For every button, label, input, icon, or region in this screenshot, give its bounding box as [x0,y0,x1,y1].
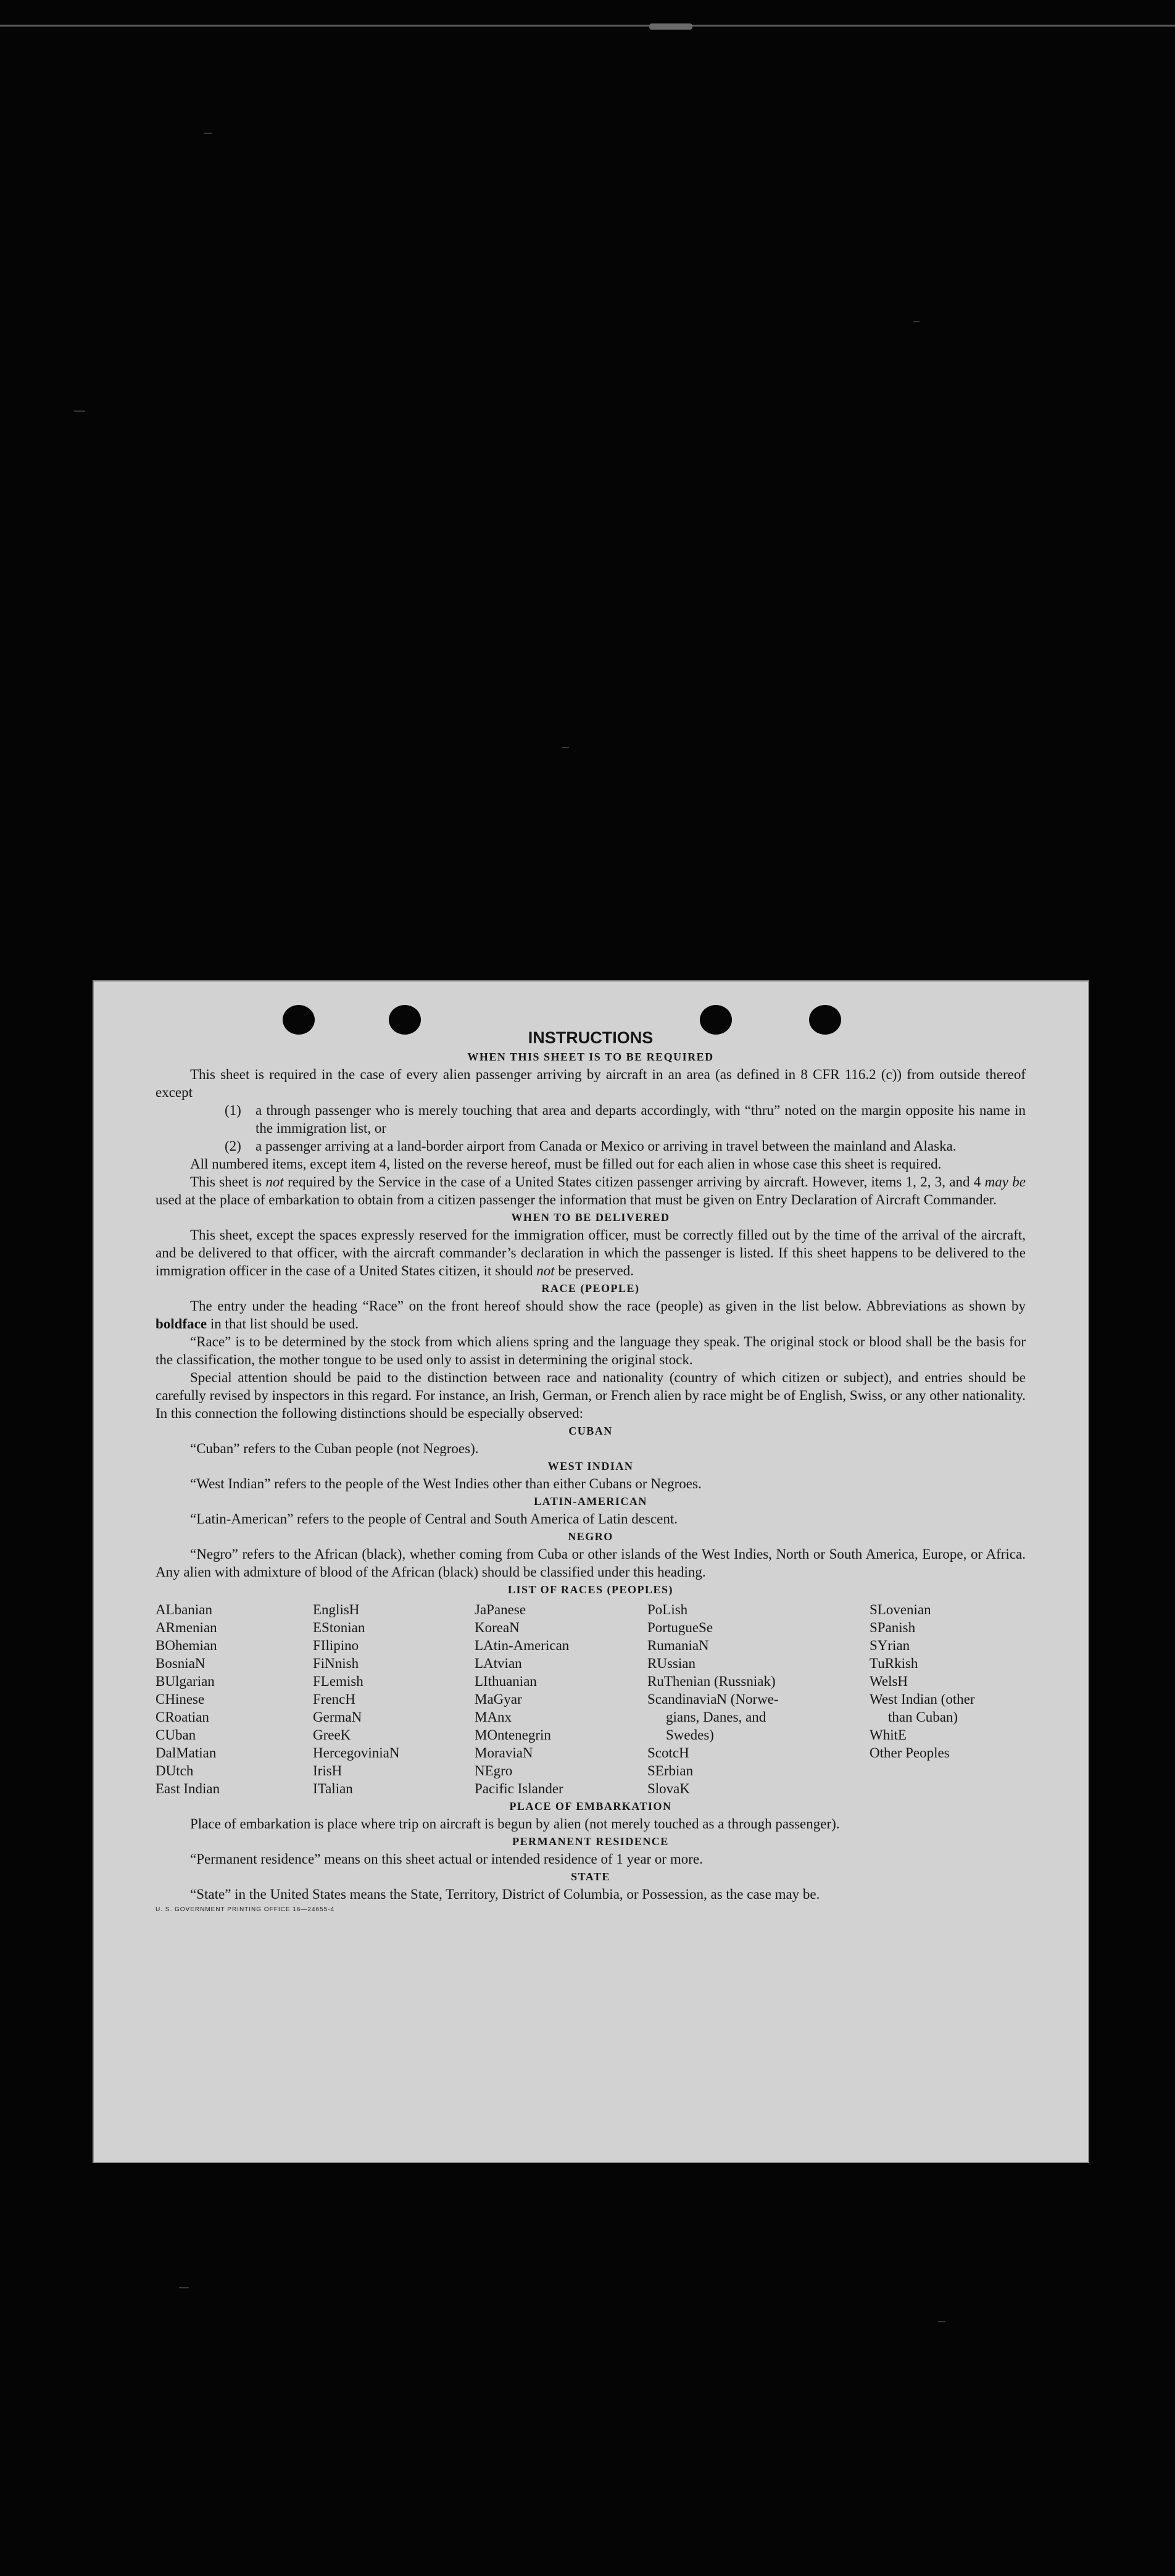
race-column [156,1601,313,1798]
race-list [156,1601,1026,1798]
race-entry: NEgro [475,1763,513,1778]
race-entry: WhitE [870,1727,907,1743]
paragraph: “West Indian” refers to the people of the West Indies other than either Cubans or Negroes. [190,1476,702,1491]
paragraph: “State” in the United States means the State, Territory, District of Columbia, or Possession, as the case may be. [190,1886,820,1902]
race-column [870,1601,1026,1798]
race-entry: Other Peoples [870,1745,950,1761]
paragraph: “Permanent residence” means on this sheet actual or intended residence of 1 year or more. [190,1851,703,1867]
instructions-body [156,1027,1026,1917]
race-entry: EnglisH [313,1602,360,1617]
race-entry-continued: than Cuban) [888,1709,958,1725]
race-entry: RumaniaN [647,1638,709,1653]
race-entry: LAtin-American [475,1638,570,1653]
section-heading: WHEN THIS SHEET IS TO BE REQUIRED [467,1051,714,1063]
race-entry: SErbian [647,1763,694,1778]
section-heading: WEST INDIAN [547,1460,634,1472]
paragraph: Special attention should be paid to the distinction between race and nationality (country of which citizen or subject), and entries should be carefully revised by inspectors in this regard. For instance, an Irish, German, or French alien by race might be of English, Swiss, or any other nationality. In this connection the following distinctions should be especially observed: [156,1370,1026,1421]
printer-imprint: U. S. GOVERNMENT PRINTING OFFICE 16—24655-4 [156,1906,335,1913]
section-heading: NEGRO [568,1530,613,1543]
race-entry: JaPanese [475,1602,526,1617]
paragraph: The entry under the heading “Race” on the front hereof should show the race (people) as given in the list below. Abbreviations as shown by boldface in that list should be used. [156,1298,1026,1332]
race-entry: HercegoviniaN [313,1745,400,1761]
numbered-item [225,1137,1026,1155]
section-heading: PERMANENT RESIDENCE [512,1835,669,1848]
race-entry: KoreaN [475,1620,520,1635]
race-entry: PoLish [647,1602,688,1617]
race-column [647,1601,870,1798]
race-entry: BUlgarian [156,1674,215,1689]
race-entry: SYrian [870,1638,910,1653]
race-entry: East Indian [156,1781,220,1796]
race-entry: FLemish [313,1674,363,1689]
paragraph: This sheet, except the spaces expressly reserved for the immigration officer, must be correctly filled out by the time of the arrival of the aircraft, and be delivered to that officer, with the aircraft commander’s declaration in which the passenger is listed. If this sheet happens to be delivered to the immigration officer in the case of a United States citizen, it should not be preserved. [156,1227,1026,1278]
race-entry: MoraviaN [475,1745,533,1761]
race-entry: SLovenian [870,1602,931,1617]
race-entry: TuRkish [870,1656,918,1671]
paragraph: This sheet is not required by the Service in the case of a United States citizen passenger arriving by aircraft. However, items 1, 2, 3, and 4 may be used at the place of embarkation to obtain from a citizen passenger the information that must be given on Entry Declaration of Aircraft Commander. [156,1174,1026,1207]
scan-top-mark [649,23,692,30]
race-entry: CRoatian [156,1709,209,1725]
race-entry: ITalian [313,1781,353,1796]
race-entry: LAtvian [475,1656,522,1671]
section-heading: CUBAN [568,1425,613,1437]
race-entry: CUban [156,1727,196,1743]
race-entry: PortugueSe [647,1620,713,1635]
section-heading: LIST OF RACES (PEOPLES) [507,1583,674,1596]
race-entry: MaGyar [475,1691,522,1707]
paragraph: All numbered items, except item 4, listed on the reverse hereof, must be filled out for each alien in whose case this sheet is required. [190,1156,942,1172]
race-entry: EStonian [313,1620,365,1635]
section-heading: WHEN TO BE DELIVERED [511,1211,670,1223]
page-title: INSTRUCTIONS [528,1028,654,1047]
race-entry: SPanish [870,1620,916,1635]
race-entry-continued: Swedes) [666,1727,714,1743]
race-entry: GermaN [313,1709,362,1725]
section-heading: LATIN-AMERICAN [534,1495,647,1507]
scan-speck [204,133,212,134]
instruction-sheet [93,980,1089,2163]
race-entry: DUtch [156,1763,194,1778]
scan-speck [913,321,920,322]
race-entry: FIlipino [313,1638,359,1653]
scan-speck [74,411,85,412]
scan-speck [938,2321,945,2322]
race-entry: WelsH [870,1674,908,1689]
race-entry: ScandinaviaN (Norwe- [647,1691,779,1707]
paragraph: “Race” is to be determined by the stock from which aliens spring and the language they speak. The original stock or blood shall be the basis for the classification, the mother tongue to be used only to assist in determining the original stock. [156,1334,1026,1367]
section-heading: PLACE OF EMBARKATION [509,1800,672,1812]
race-entry: DalMatian [156,1745,217,1761]
paragraph: Place of embarkation is place where trip on aircraft is begun by alien (not merely touched as a through passenger). [190,1816,840,1832]
race-entry: ALbanian [156,1602,212,1617]
paragraph: “Negro” refers to the African (black), whether coming from Cuba or other islands of the West Indies, North or South America, Europe, or Africa. Any alien with admixture of blood of the African (black) should be classified under this heading. [156,1546,1026,1580]
item-number: (1) [225,1103,241,1118]
race-entry: RuThenian (Russniak) [647,1674,776,1689]
paragraph: “Latin-American” refers to the people of Central and South America of Latin descent. [190,1511,678,1527]
race-entry: ARmenian [156,1620,217,1635]
race-entry: ScotcH [647,1745,689,1761]
race-entry: MAnx [475,1709,512,1725]
paragraph: This sheet is required in the case of every alien passenger arriving by aircraft in an area (as defined in 8 CFR 116.2 (c)) from outside thereof except [156,1067,1026,1100]
race-entry: RUssian [647,1656,695,1671]
race-entry: LIthuanian [475,1674,537,1689]
item-text: a passenger arriving at a land-border airport from Canada or Mexico or arriving in travel between the mainland and Alaska. [255,1138,957,1154]
section-heading: RACE (PEOPLE) [541,1282,640,1294]
scan-top-rule [0,25,1175,27]
section-heading: STATE [571,1870,610,1883]
race-entry: FrencH [313,1691,355,1707]
race-entry-continued: gians, Danes, and [666,1709,766,1725]
race-entry: West Indian (other [870,1691,975,1707]
race-entry: FiNnish [313,1656,359,1671]
race-column [313,1601,475,1798]
race-entry: BosniaN [156,1656,206,1671]
race-entry: SlovaK [647,1781,690,1796]
race-entry: MOntenegrin [475,1727,551,1743]
race-column [475,1601,647,1798]
numbered-item [225,1101,1026,1137]
race-entry: BOhemian [156,1638,217,1653]
race-entry: CHinese [156,1691,205,1707]
paragraph: “Cuban” refers to the Cuban people (not Negroes). [190,1441,479,1456]
race-entry: GreeK [313,1727,351,1743]
item-text: a through passenger who is merely touching that area and departs accordingly, with “thru” noted on the margin opposite his name in the immigration list, or [255,1103,1026,1136]
scan-speck [562,747,569,748]
scan-speck [179,2287,189,2288]
item-number: (2) [225,1138,241,1154]
race-entry: Pacific Islander [475,1781,563,1796]
race-entry: IrisH [313,1763,343,1778]
